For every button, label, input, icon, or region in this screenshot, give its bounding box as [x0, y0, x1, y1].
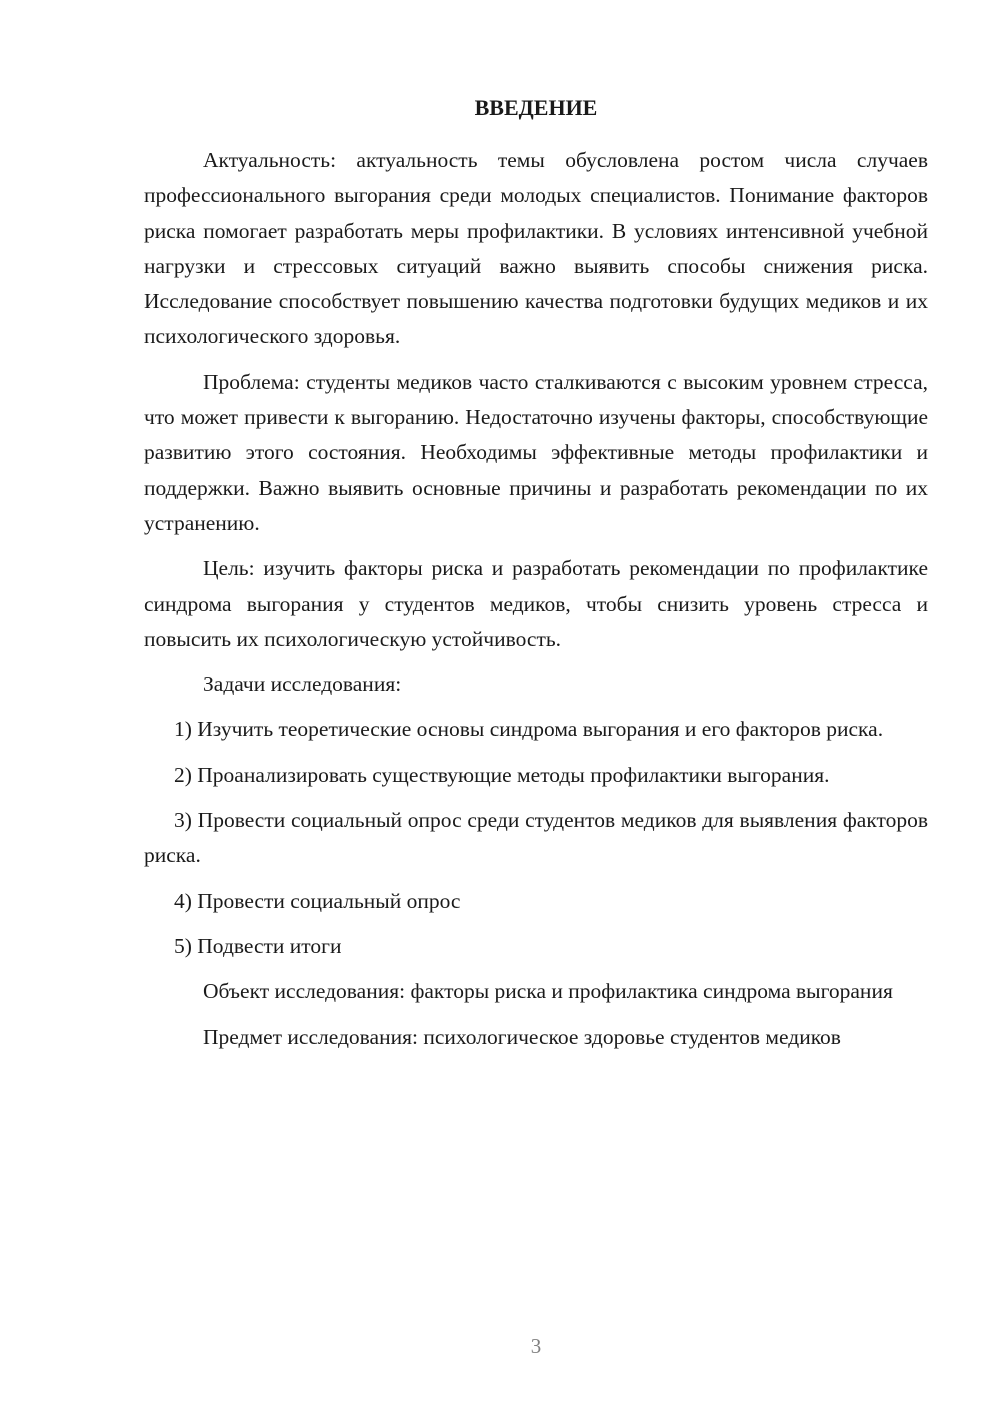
task-item-1: 1) Изучить теоретические основы синдрома выгорания и его факторов риска.	[174, 717, 884, 742]
task-item-3: 3) Провести социальный опрос среди студентов медиков для выявления факторов риска.	[144, 808, 928, 868]
tasks-title: Задачи исследования:	[203, 672, 402, 697]
relevance-paragraph: Актуальность: актуальность темы обусловлена ростом числа случаев профессионального выгорания среди молодых специалистов. Понимание факторов риска помогает разработать меры профилактики. В условиях интенсивной учебной нагрузки и стрессовых ситуаций важно выявить способы снижения риска. Исследование способствует повышению качества подготовки будущих медиков и их психологического здоровья.	[144, 148, 928, 349]
page-number: 3	[530, 1334, 542, 1358]
task-item-5: 5) Подвести итоги	[174, 933, 342, 958]
task-item-2: 2) Проанализировать существующие методы профилактики выгорания.	[174, 762, 830, 787]
object-paragraph: Объект исследования: факторы риска и профилактика синдрома выгорания	[203, 979, 893, 1004]
subject-paragraph: Предмет исследования: психологическое здоровье студентов медиков	[203, 1024, 841, 1049]
problem-paragraph: Проблема: студенты медиков часто сталкиваются с высоким уровнем стресса, что может привести к выгоранию. Недостаточно изучены факторы, способствующие развитию этого состояния. Необходимы эффективные методы профилактики и поддержки. Важно выявить основные причины и разработать рекомендации по их устранению.	[144, 369, 928, 535]
document-page	[144, 90, 928, 1055]
task-item-4: 4) Провести социальный опрос	[174, 888, 461, 913]
document-heading: ВВЕДЕНИЕ	[474, 95, 598, 120]
goal-paragraph: Цель: изучить факторы риска и разработать рекомендации по профилактике синдрома выгорания у студентов медиков, чтобы снизить уровень стресса и повысить их психологическую устойчивость.	[144, 556, 928, 651]
